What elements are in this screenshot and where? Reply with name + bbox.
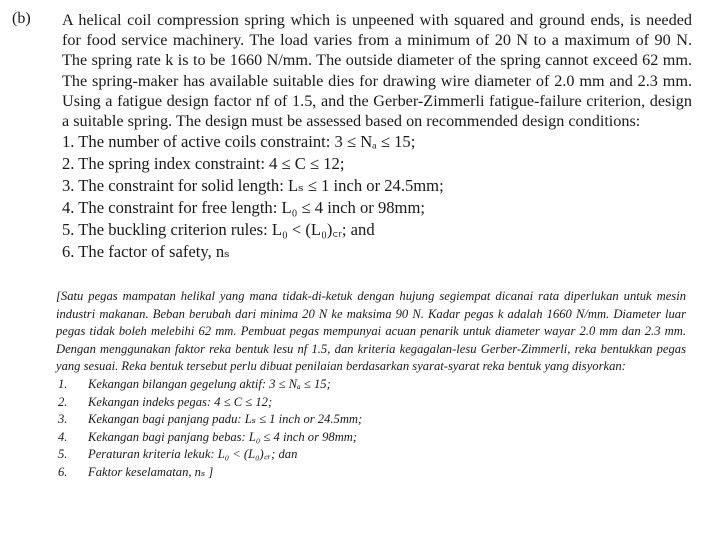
item-text: Faktor keselamatan, nₛ ] bbox=[88, 464, 214, 479]
condition-item: 4. The constraint for free length: L₀ ≤ 4 inch or 98mm; bbox=[62, 198, 425, 218]
question-label: (b) bbox=[12, 10, 31, 27]
translation-paragraph: [Satu pegas mampatan helikal yang mana tidak-di-ketuk dengan hujung segiempat dicanai rata diperlukan untuk mesin industri makanan. Beban berubah dari minima 20 N ke maksima 90 N. Kadar pegas k adalah 1660 N/mm. Diameter luar pegas tidak boleh melebihi 62 mm. Pembuat pegas mempunyai acuan penarik untuk diameter wayar 2.0 mm dan 2.3 mm. Dengan menggunakan faktor reka bentuk lesu nf 1.5, dan kriteria kegagalan-lesu Gerber-Zimmerli, reka bentukkan pegas yang sesuai. Reka bentuk tersebut perlu dibuat penilaian berdasarkan syarat-syarat reka bentuk yang disyorkan: bbox=[56, 289, 686, 374]
item-number: 6. bbox=[58, 464, 68, 479]
problem-statement bbox=[62, 10, 692, 263]
item-text: Kekangan bagi panjang padu: Lₛ ≤ 1 inch or 24.5mm; bbox=[88, 412, 363, 427]
translation-conditions-list bbox=[56, 376, 686, 482]
design-conditions-list bbox=[62, 131, 692, 263]
translation-item bbox=[56, 429, 686, 447]
translation-item bbox=[56, 394, 686, 412]
item-text: Peraturan kriteria lekuk: L₀ < (L₀)꜀ᵣ; dan bbox=[88, 447, 298, 462]
condition-item: 1. The number of active coils constraint: 3 ≤ Nₐ ≤ 15; bbox=[62, 132, 416, 152]
translation-item bbox=[56, 376, 686, 394]
problem-paragraph: A helical coil compression spring which is unpeened with squared and ground ends, is needed for food service machinery. The load varies from a minimum of 20 N to a maximum of 90 N. The spring rate k is to be 1660 N/mm. The outside diameter of the spring cannot exceed 62 mm. The spring-maker has available suitable dies for drawing wire diameter of 2.0 mm and 2.3 mm. Using a fatigue design factor nf of 1.5, and the Gerber-Zimmerli fatigue-failure criterion, design a suitable spring. The design must be assessed based on recommended design conditions: bbox=[62, 11, 692, 131]
condition-item: 2. The spring index constraint: 4 ≤ C ≤ 12; bbox=[62, 154, 345, 174]
item-number: 3. bbox=[58, 412, 68, 427]
item-text: Kekangan bagi panjang bebas: L₀ ≤ 4 inch or 98mm; bbox=[88, 429, 358, 444]
item-number: 4. bbox=[58, 429, 68, 444]
translation-item bbox=[56, 411, 686, 429]
translation-block bbox=[56, 288, 686, 482]
condition-item: 3. The constraint for solid length: Lₛ ≤ 1 inch or 24.5mm; bbox=[62, 176, 444, 196]
item-text: Kekangan indeks pegas: 4 ≤ C ≤ 12; bbox=[88, 394, 273, 409]
translation-item bbox=[56, 464, 686, 482]
item-number: 5. bbox=[58, 447, 68, 462]
translation-item bbox=[56, 446, 686, 464]
condition-item: 6. The factor of safety, nₛ bbox=[62, 242, 230, 262]
item-number: 1. bbox=[58, 376, 68, 391]
condition-item: 5. The buckling criterion rules: L₀ < (L₀)꜀ᵣ; and bbox=[62, 220, 375, 240]
item-text: Kekangan bilangan gegelung aktif: 3 ≤ Nₐ ≤ 15; bbox=[88, 376, 331, 391]
item-number: 2. bbox=[58, 394, 68, 409]
